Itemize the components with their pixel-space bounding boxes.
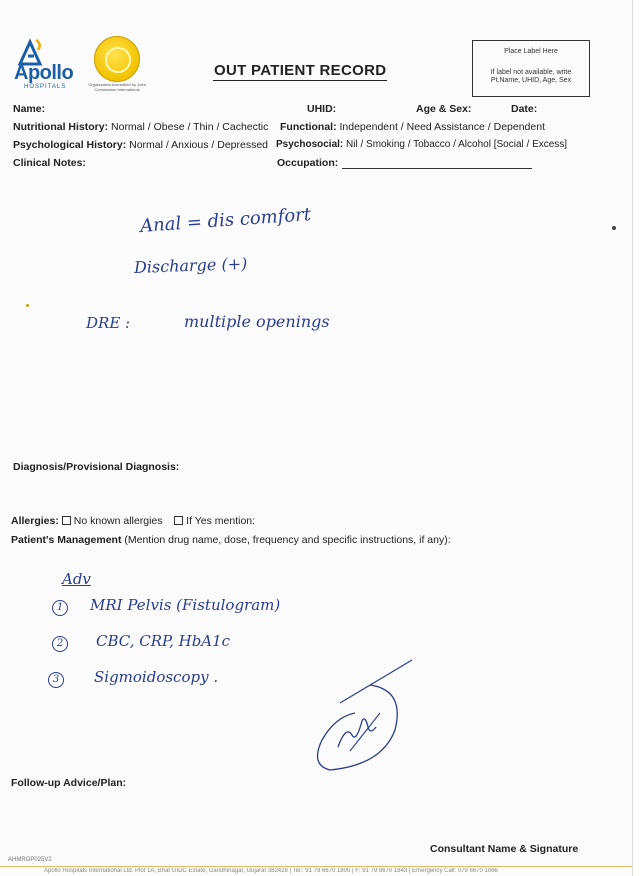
no-allergies-label: No known allergies xyxy=(73,515,163,527)
consultant-signature-label: Consultant Name & Signature xyxy=(430,843,579,855)
handwritten-note-line2: Discharge (+) xyxy=(133,254,248,277)
form-title: OUT PATIENT RECORD xyxy=(214,62,387,79)
item-text: Sigmoidoscopy . xyxy=(94,668,219,686)
functional-label: Functional: xyxy=(280,121,337,133)
item-number: 3 xyxy=(48,672,64,688)
clinical-notes-label: Clinical Notes: xyxy=(13,157,86,169)
hospital-name: Apollo xyxy=(14,62,74,84)
list-item xyxy=(48,668,218,688)
yes-allergies-label: If Yes mention: xyxy=(186,515,256,527)
occupation-line xyxy=(342,168,532,169)
handwritten-advice-heading: Adv xyxy=(62,570,91,588)
management-instruction: (Mention drug name, dose, frequency and specific instructions, if any): xyxy=(124,534,451,546)
item-text: CBC, CRP, HbA1c xyxy=(96,632,231,650)
item-number: 2 xyxy=(52,636,68,652)
patient-label-box xyxy=(472,40,590,97)
followup-label: Follow-up Advice/Plan: xyxy=(11,777,127,789)
functional-options: Independent / Need Assistance / Dependent xyxy=(339,121,545,133)
nutritional-history-label: Nutritional History: xyxy=(13,121,109,133)
psychological-history-options: Normal / Anxious / Depressed xyxy=(129,139,269,151)
stray-mark xyxy=(26,304,29,307)
footer-address: Apollo Hospitals International Ltd. Plot 1A, Bhat GIDC Estate, Gandhinagar, Gujarat 382428 | Tel.: 91 79 6670 1800 | F: 91 79 6670 1843 | Emergency Call: 079 6670 1066 xyxy=(44,868,498,874)
age-sex-field-label: Age & Sex: xyxy=(416,103,472,115)
hospital-subname: HOSPITALS xyxy=(24,84,67,90)
psychosocial-label: Psychosocial: xyxy=(276,139,344,150)
stray-mark xyxy=(612,226,616,230)
yes-allergies-checkbox[interactable] xyxy=(174,516,183,525)
list-item xyxy=(52,596,280,616)
consultant-signature xyxy=(310,655,420,775)
form-code: AHMROP025V2 xyxy=(8,857,52,863)
handwritten-note-line1: Anal = dis comfort xyxy=(139,204,312,237)
label-box-instruction: If label not available, write Pt.Name, UHID, Age, Sex xyxy=(490,69,572,84)
list-item xyxy=(52,632,230,652)
handwritten-dre-label: DRE : xyxy=(86,314,131,332)
name-field-label: Name: xyxy=(13,103,46,115)
psychosocial-status xyxy=(276,139,567,150)
nutritional-history-options: Normal / Obese / Thin / Cachectic xyxy=(111,121,269,133)
footer-rule xyxy=(0,866,632,867)
item-text: MRI Pelvis (Fistulogram) xyxy=(90,596,281,614)
allergies-label: Allergies: xyxy=(11,515,59,527)
accreditation-seal-icon xyxy=(94,36,140,82)
nutritional-history xyxy=(13,121,268,133)
title-underline xyxy=(213,80,387,81)
functional-status xyxy=(280,121,545,133)
uhid-field-label: UHID: xyxy=(307,103,337,115)
handwritten-dre-value: multiple openings xyxy=(184,312,330,331)
item-number: 1 xyxy=(52,600,68,616)
management-label: Patient's Management xyxy=(11,534,122,546)
label-box-heading: Place Label Here xyxy=(504,48,558,55)
management-row xyxy=(11,534,451,546)
allergies-row xyxy=(11,515,255,527)
accreditation-caption: Organization Accredited by Joint Commission International xyxy=(88,82,146,92)
occupation-label: Occupation: xyxy=(277,157,339,169)
psychosocial-options: Nil / Smoking / Tobacco / Alcohol [Social / Excess] xyxy=(346,139,568,150)
no-allergies-checkbox[interactable] xyxy=(62,516,71,525)
diagnosis-label: Diagnosis/Provisional Diagnosis: xyxy=(13,461,180,473)
psychological-history-label: Psychological History: xyxy=(13,139,127,151)
psychological-history xyxy=(13,139,268,151)
date-field-label: Date: xyxy=(511,103,538,115)
